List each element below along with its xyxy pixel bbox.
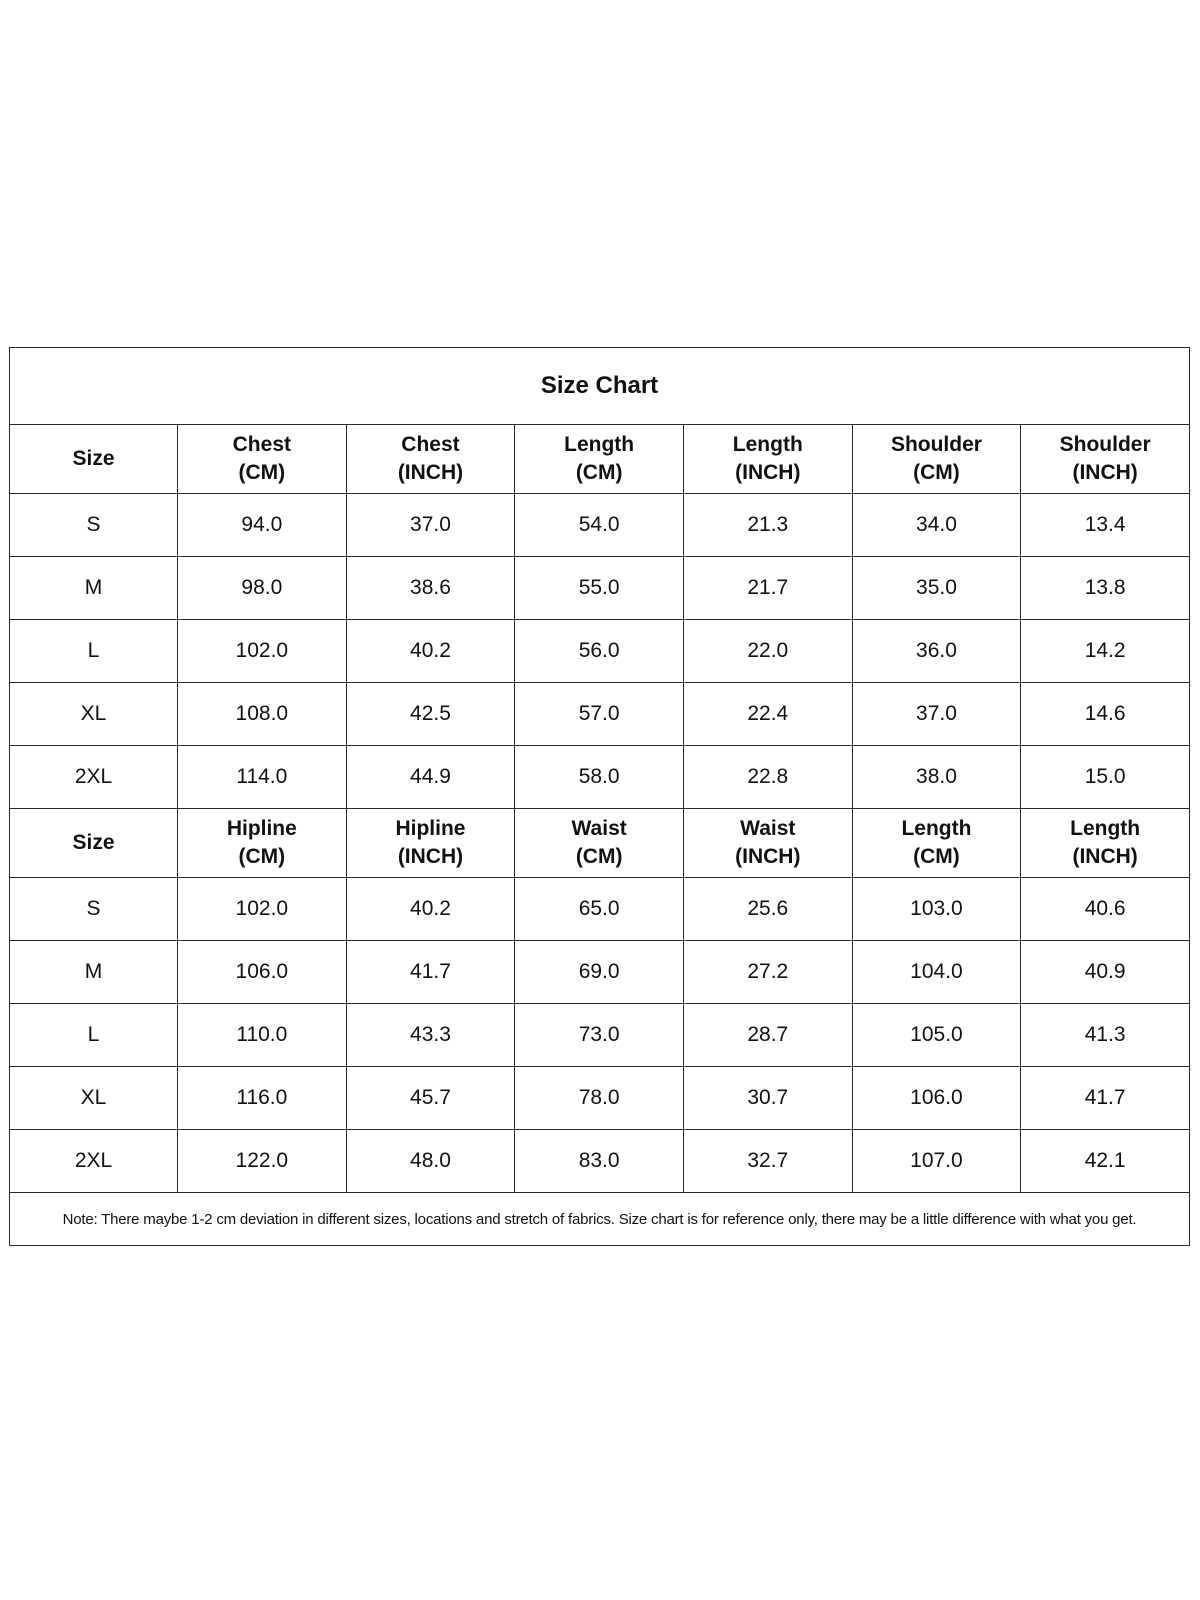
table-row — [10, 557, 1190, 620]
table-row — [10, 683, 1190, 746]
column-header-label: Length — [564, 433, 635, 456]
column-header-label: Hipline — [226, 817, 297, 840]
measurement-cell: 56.0 — [515, 620, 684, 683]
measurement-cell: 116.0 — [178, 1067, 347, 1130]
measurement-cell: 104.0 — [852, 941, 1021, 1004]
column-header — [346, 809, 515, 878]
measurement-cell: 25.6 — [683, 878, 852, 941]
measurement-cell: 55.0 — [515, 557, 684, 620]
column-header — [346, 425, 515, 494]
column-header-unit: (INCH) — [397, 461, 464, 484]
column-header-unit: (CM) — [238, 461, 286, 484]
measurement-cell: 103.0 — [852, 878, 1021, 941]
table-row — [10, 1067, 1190, 1130]
column-header — [178, 425, 347, 494]
measurement-cell: 78.0 — [515, 1067, 684, 1130]
column-header-unit: (INCH) — [397, 845, 464, 868]
column-header — [515, 425, 684, 494]
column-header-unit: (INCH) — [1072, 845, 1138, 868]
table-row — [10, 620, 1190, 683]
measurement-cell: 122.0 — [178, 1130, 347, 1193]
measurement-cell: 21.7 — [683, 557, 852, 620]
measurement-cell: 42.5 — [346, 683, 515, 746]
column-header-unit: (INCH) — [1072, 461, 1138, 484]
measurement-cell: 110.0 — [178, 1004, 347, 1067]
measurement-cell: 22.0 — [683, 620, 852, 683]
section-1 — [10, 425, 1190, 809]
column-header-unit: (CM) — [575, 845, 623, 868]
measurement-cell: 54.0 — [515, 494, 684, 557]
measurement-cell: 102.0 — [178, 620, 347, 683]
size-cell: L — [10, 1004, 178, 1067]
size-cell: M — [10, 557, 178, 620]
column-header-label: Chest — [232, 433, 291, 456]
measurement-cell: 94.0 — [178, 494, 347, 557]
size-cell: L — [10, 620, 178, 683]
measurement-cell: 21.3 — [683, 494, 852, 557]
header-row — [10, 425, 1190, 494]
column-header — [1021, 809, 1190, 878]
measurement-cell: 37.0 — [852, 683, 1021, 746]
column-header-label: Size — [72, 831, 115, 854]
measurement-cell: 42.1 — [1021, 1130, 1190, 1193]
column-header-label: Waist — [740, 817, 796, 840]
measurement-cell: 98.0 — [178, 557, 347, 620]
measurement-cell: 41.3 — [1021, 1004, 1190, 1067]
table-row — [10, 878, 1190, 941]
table-row — [10, 494, 1190, 557]
size-cell: 2XL — [10, 746, 178, 809]
measurement-cell: 41.7 — [346, 941, 515, 1004]
column-header-unit: (CM) — [913, 845, 960, 868]
size-cell: XL — [10, 1067, 178, 1130]
column-header-unit: (INCH) — [735, 461, 801, 484]
column-header — [178, 809, 347, 878]
column-header-unit: (INCH) — [735, 845, 801, 868]
column-header — [683, 809, 852, 878]
measurement-cell: 35.0 — [852, 557, 1021, 620]
column-header-label: Shoulder — [890, 433, 982, 456]
measurement-cell: 36.0 — [852, 620, 1021, 683]
size-cell: XL — [10, 683, 178, 746]
measurement-cell: 34.0 — [852, 494, 1021, 557]
column-header-label: Hipline — [395, 817, 466, 840]
column-header — [515, 809, 684, 878]
measurement-cell: 73.0 — [515, 1004, 684, 1067]
measurement-cell: 48.0 — [346, 1130, 515, 1193]
measurement-cell: 40.6 — [1021, 878, 1190, 941]
column-header — [10, 809, 178, 878]
column-header-label: Length — [1070, 817, 1141, 840]
measurement-cell: 38.0 — [852, 746, 1021, 809]
section-2 — [10, 809, 1190, 1193]
column-header — [10, 425, 178, 494]
size-cell: M — [10, 941, 178, 1004]
measurement-cell: 108.0 — [178, 683, 347, 746]
measurement-cell: 28.7 — [683, 1004, 852, 1067]
measurement-cell: 38.6 — [346, 557, 515, 620]
header-row — [10, 809, 1190, 878]
column-header-label: Length — [901, 817, 972, 840]
column-header-unit: (CM) — [238, 845, 286, 868]
chart-title: Size Chart — [10, 348, 1190, 425]
table-row — [10, 1130, 1190, 1193]
measurement-cell: 30.7 — [683, 1067, 852, 1130]
measurement-cell: 45.7 — [346, 1067, 515, 1130]
measurement-cell: 58.0 — [515, 746, 684, 809]
measurement-cell: 32.7 — [683, 1130, 852, 1193]
column-header-label: Shoulder — [1059, 433, 1151, 456]
measurement-cell: 40.2 — [346, 620, 515, 683]
column-header-label: Chest — [401, 433, 460, 456]
measurement-cell: 27.2 — [683, 941, 852, 1004]
note-text: Note: There maybe 1-2 cm deviation in different sizes, locations and stretch of fabrics. Size chart is for reference only, there may be a little difference with what you get. — [10, 1193, 1190, 1246]
column-header-unit: (CM) — [575, 461, 623, 484]
column-header-unit: (CM) — [913, 461, 960, 484]
size-chart — [9, 347, 1190, 1246]
measurement-cell: 83.0 — [515, 1130, 684, 1193]
measurement-cell: 105.0 — [852, 1004, 1021, 1067]
measurement-cell: 13.4 — [1021, 494, 1190, 557]
size-chart-table — [9, 347, 1190, 1246]
size-cell: S — [10, 878, 178, 941]
measurement-cell: 37.0 — [346, 494, 515, 557]
measurement-cell: 40.2 — [346, 878, 515, 941]
measurement-cell: 43.3 — [346, 1004, 515, 1067]
measurement-cell: 40.9 — [1021, 941, 1190, 1004]
note-row — [10, 1193, 1190, 1246]
measurement-cell: 114.0 — [178, 746, 347, 809]
table-row — [10, 746, 1190, 809]
measurement-cell: 14.6 — [1021, 683, 1190, 746]
column-header — [683, 425, 852, 494]
measurement-cell: 65.0 — [515, 878, 684, 941]
measurement-cell: 14.2 — [1021, 620, 1190, 683]
title-row — [10, 348, 1190, 425]
size-cell: 2XL — [10, 1130, 178, 1193]
measurement-cell: 106.0 — [852, 1067, 1021, 1130]
measurement-cell: 57.0 — [515, 683, 684, 746]
measurement-cell: 22.4 — [683, 683, 852, 746]
size-cell: S — [10, 494, 178, 557]
column-header — [1021, 425, 1190, 494]
measurement-cell: 15.0 — [1021, 746, 1190, 809]
column-header-label: Size — [72, 447, 115, 470]
column-header-label: Waist — [571, 817, 627, 840]
column-header — [852, 809, 1021, 878]
measurement-cell: 106.0 — [178, 941, 347, 1004]
measurement-cell: 69.0 — [515, 941, 684, 1004]
measurement-cell: 41.7 — [1021, 1067, 1190, 1130]
measurement-cell: 22.8 — [683, 746, 852, 809]
measurement-cell: 13.8 — [1021, 557, 1190, 620]
table-row — [10, 1004, 1190, 1067]
measurement-cell: 102.0 — [178, 878, 347, 941]
column-header — [852, 425, 1021, 494]
column-header-label: Length — [732, 433, 803, 456]
measurement-cell: 107.0 — [852, 1130, 1021, 1193]
measurement-cell: 44.9 — [346, 746, 515, 809]
table-row — [10, 941, 1190, 1004]
